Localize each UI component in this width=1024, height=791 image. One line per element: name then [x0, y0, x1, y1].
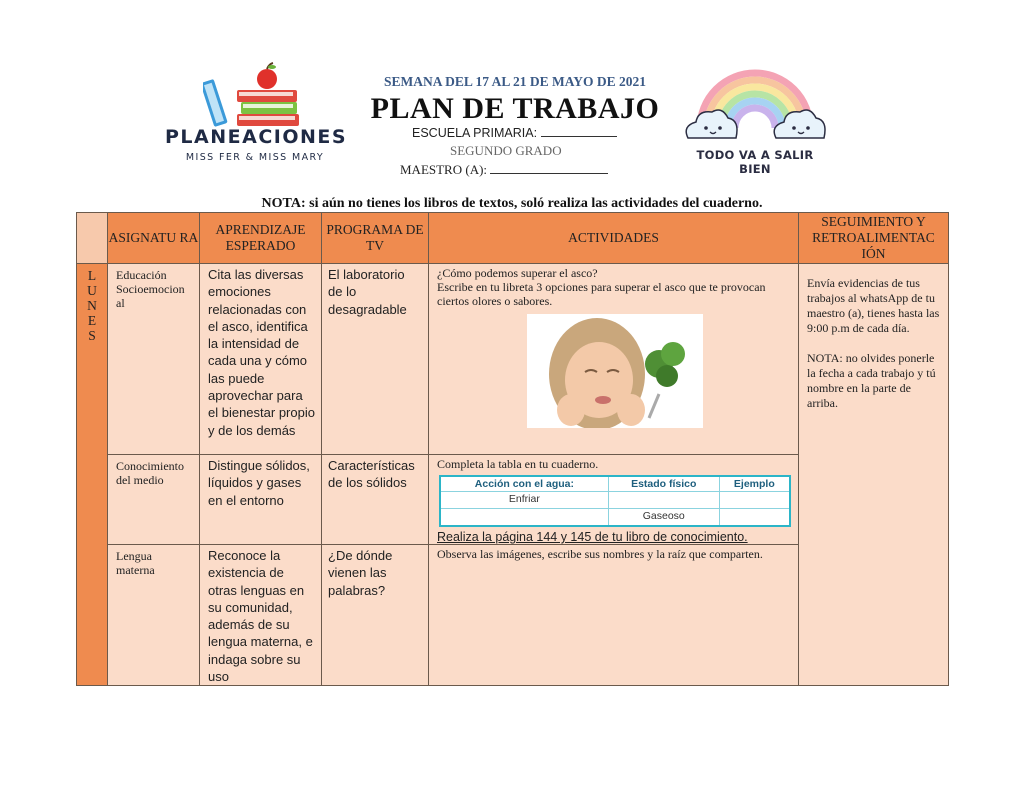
day-letter: S — [88, 328, 96, 343]
mini-cell: Enfriar — [440, 492, 608, 509]
day-letter: L — [87, 268, 97, 283]
teacher-blank — [490, 161, 608, 174]
rainbow-icon — [680, 48, 830, 148]
logo-title: PLANEACIONES — [165, 126, 348, 148]
document-header — [360, 74, 670, 177]
activity-cell: Observa las imágenes, escribe sus nombres y la raíz que comparten. — [429, 545, 799, 686]
mini-cell — [440, 509, 608, 527]
subject-cell: Conocimiento del medio — [108, 455, 200, 545]
header-activities: ACTIVIDADES — [429, 213, 799, 264]
school-blank — [541, 124, 617, 137]
corner-header — [77, 213, 108, 264]
day-letter: U — [87, 283, 97, 298]
tv-program-cell: ¿De dónde vienen las palabras? — [322, 545, 429, 686]
mini-header: Ejemplo — [719, 476, 790, 492]
header-learning: APRENDIZAJE ESPERADO — [200, 213, 322, 264]
activity-question: ¿Cómo podemos superar el asco? — [437, 266, 598, 280]
book-pages-instruction: Realiza la página 144 y 145 de tu libro de conocimiento. — [437, 530, 748, 544]
header-tv-program: PROGRAMA DE TV — [322, 213, 429, 264]
mini-cell: Gaseoso — [608, 509, 719, 527]
table-header-row — [77, 213, 949, 264]
day-label-lunes — [77, 264, 108, 686]
table-row — [77, 264, 949, 455]
learning-cell: Cita las diversas emociones relacionadas con el asco, identifica la intensidad de cada una y cómo las puede aprovechar para el bienestar propio y de los demás — [200, 264, 322, 455]
followup-text: Envía evidencias de tus trabajos al whatsApp de tu maestro (a), tienes hasta las 9:00 p.m de cada día. — [807, 276, 940, 335]
logo-subtitle: MISS FER & MISS MARY — [185, 152, 325, 163]
day-letter: N — [87, 298, 97, 313]
rainbow-slogan: TODO VA A SALIR BIEN — [696, 148, 814, 176]
note-text: NOTA: si aún no tienes los libros de textos, soló realiza las actividades del cuaderno. — [261, 196, 763, 211]
rainbow-logo — [680, 48, 860, 176]
learning-cell: Reconoce la existencia de otras lenguas en su comunidad, además de su lengua materna, e indaga sobre su uso — [200, 545, 322, 686]
subject-cell: Lengua materna — [108, 545, 200, 686]
work-plan-table — [76, 212, 949, 686]
activity-text: Completa la tabla en tu cuaderno. — [437, 457, 599, 471]
followup-note: NOTA: no olvides ponerle la fecha a cada trabajo y tú nombre en la parte de arriba. — [807, 351, 936, 410]
girl-disgust-photo — [527, 314, 703, 428]
grade-label: SEGUNDO GRADO — [450, 143, 562, 158]
header-followup: SEGUIMIENTO Y RETROALIMENTAC IÓN — [799, 213, 949, 264]
week-range: SEMANA DEL 17 AL 21 DE MAYO DE 2021 — [383, 74, 647, 89]
activity-text: Escribe en tu libreta 3 opciones para superar el asco que te provocan ciertos olores o sabores. — [437, 280, 766, 308]
activity-cell — [429, 264, 799, 455]
mini-header: Acción con el agua: — [440, 476, 608, 492]
mini-cell — [719, 492, 790, 509]
tv-program-cell: Características de los sólidos — [322, 455, 429, 545]
day-letter: E — [87, 313, 97, 328]
header-subject: ASIGNATU RA — [108, 213, 200, 264]
tv-program-cell: El laboratorio de lo desagradable — [322, 264, 429, 455]
subject-cell: Educación Socioemocion al — [108, 264, 200, 455]
books-apple-icon — [203, 62, 303, 128]
teacher-label: MAESTRO (A): — [400, 162, 488, 177]
water-states-table — [439, 475, 791, 527]
page-title: PLAN DE TRABAJO — [370, 92, 660, 125]
mini-header: Estado físico — [608, 476, 719, 492]
school-label: ESCUELA PRIMARIA: — [412, 126, 538, 140]
mini-cell — [719, 509, 790, 527]
teacher-line — [400, 161, 608, 178]
school-line — [412, 124, 617, 140]
followup-cell — [799, 264, 949, 686]
activity-cell — [429, 455, 799, 545]
planeaciones-logo — [165, 62, 348, 172]
learning-cell: Distingue sólidos, líquidos y gases en el entorno — [200, 455, 322, 545]
mini-cell — [608, 492, 719, 509]
